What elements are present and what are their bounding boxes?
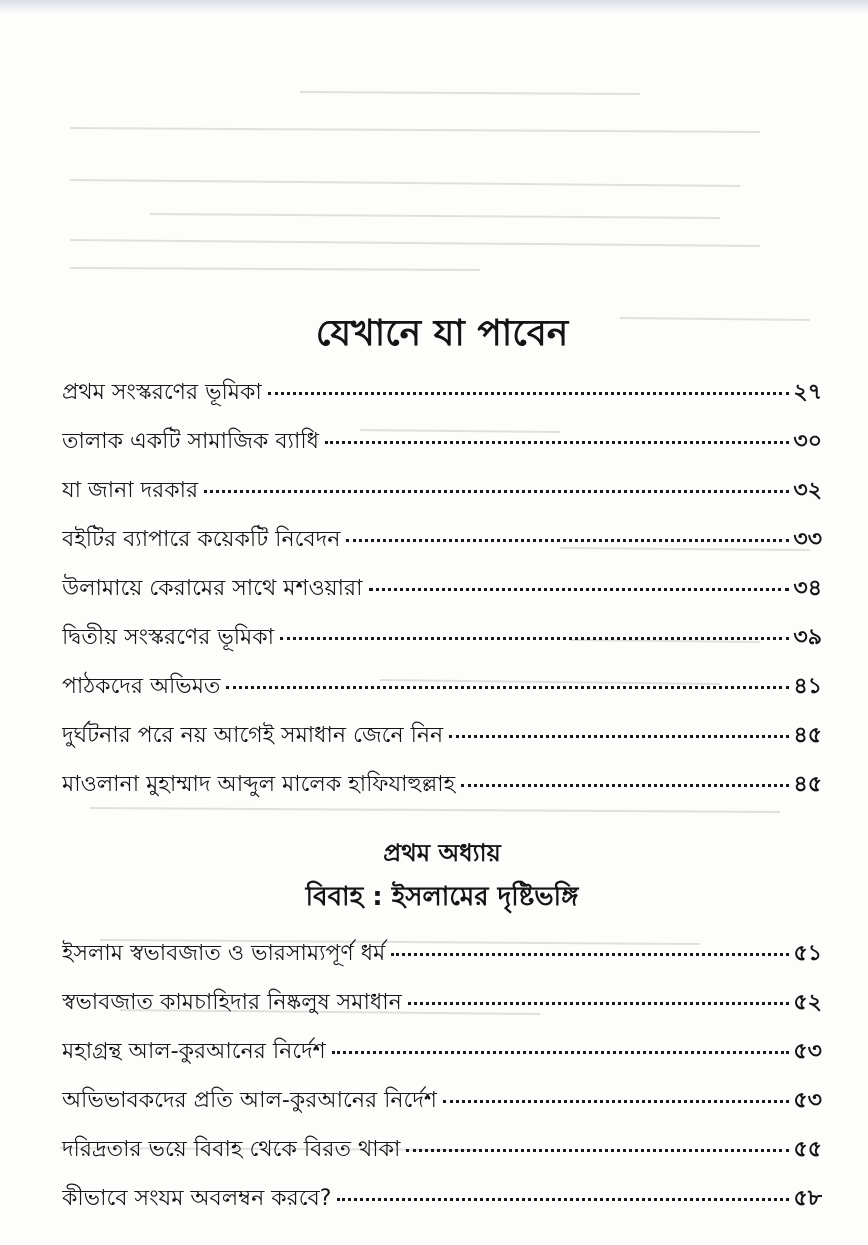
toc-entry-page: ৩৪ bbox=[793, 576, 822, 601]
toc-page bbox=[62, 300, 822, 1223]
toc-entry[interactable] bbox=[62, 711, 822, 760]
toc-entry-title: ইসলাম স্বভাবজাত ও ভারসাম্যপূর্ণ ধর্ম bbox=[62, 941, 386, 966]
toc-entry-page: ২৭ bbox=[793, 380, 822, 405]
dot-leader bbox=[346, 539, 789, 542]
dot-leader bbox=[337, 1198, 789, 1201]
toc-entry-page: ৫৫ bbox=[793, 1137, 822, 1162]
toc-entry-page: ৫১ bbox=[793, 941, 822, 966]
toc-entry-title: দুর্ঘটনার পরে নয় আগেই সমাধান জেনে নিন bbox=[62, 723, 444, 748]
dot-leader bbox=[204, 490, 789, 493]
toc-entry[interactable] bbox=[62, 760, 822, 809]
dot-leader bbox=[369, 588, 790, 591]
toc-entry-title: দ্বিতীয় সংস্করণের ভূমিকা bbox=[62, 625, 274, 650]
toc-entry-page: ৩২ bbox=[793, 478, 822, 503]
dot-leader bbox=[332, 1051, 790, 1054]
toc-entry-title: যা জানা দরকার bbox=[62, 478, 199, 503]
toc-entry-page: ৪৫ bbox=[793, 723, 822, 748]
toc-entry-title: তালাক একটি সামাজিক ব্যাধি bbox=[62, 429, 319, 454]
dot-leader bbox=[408, 1002, 790, 1005]
toc-entry-page: ৪১ bbox=[793, 674, 822, 699]
toc-entry-page: ৪৫ bbox=[793, 772, 822, 797]
chapter-title: বিবাহ : ইসলামের দৃষ্টিভঙ্গি bbox=[305, 882, 579, 912]
toc-list bbox=[62, 368, 822, 809]
toc-entry[interactable] bbox=[62, 1174, 822, 1223]
toc-entry[interactable] bbox=[62, 978, 822, 1027]
toc-entry[interactable] bbox=[62, 368, 822, 417]
toc-entry[interactable] bbox=[62, 417, 822, 466]
scan-top-shadow bbox=[0, 0, 868, 14]
toc-entry-title: দরিদ্রতার ভয়ে বিবাহ থেকে বিরত থাকা bbox=[62, 1137, 401, 1162]
chapter-header bbox=[62, 831, 822, 919]
toc-entry[interactable] bbox=[62, 1125, 822, 1174]
toc-entry[interactable] bbox=[62, 466, 822, 515]
toc-entry-page: ৩৩ bbox=[793, 527, 822, 552]
toc-entry[interactable] bbox=[62, 1027, 822, 1076]
dot-leader bbox=[226, 686, 789, 689]
toc-entry-title: মাওলানা মুহাম্মাদ আব্দুল মালেক হাফিযাহুল্লাহ bbox=[62, 772, 456, 797]
dot-leader bbox=[461, 784, 789, 787]
toc-entry-page: ৫২ bbox=[793, 990, 822, 1015]
toc-entry-title: প্রথম সংস্করণের ভূমিকা bbox=[62, 380, 262, 405]
dot-leader bbox=[443, 1100, 789, 1103]
toc-entry-title: অভিভাবকদের প্রতি আল-কুরআনের নির্দেশ bbox=[62, 1088, 437, 1113]
toc-heading: যেখানে যা পাবেন bbox=[315, 313, 569, 354]
toc-entry-page: ৫৩ bbox=[793, 1088, 822, 1113]
toc-entry-page: ৫৩ bbox=[793, 1039, 822, 1064]
toc-entry-title: স্বভাবজাত কামচাহিদার নিষ্কলুষ সমাধান bbox=[62, 990, 402, 1015]
toc-entry-title: বইটির ব্যাপারে কয়েকটি নিবেদন bbox=[62, 527, 341, 552]
dot-leader bbox=[325, 441, 789, 444]
chapter-toc-list bbox=[62, 929, 822, 1223]
dot-leader bbox=[268, 392, 790, 395]
toc-entry-title: উলামায়ে কেরামের সাথে মশওয়ারা bbox=[62, 576, 363, 601]
toc-entry[interactable] bbox=[62, 515, 822, 564]
dot-leader bbox=[391, 953, 789, 956]
toc-entry-page: ৫৮ bbox=[793, 1186, 822, 1211]
toc-entry-page: ৩০ bbox=[793, 429, 822, 454]
toc-entry-title: কীভাবে সংযম অবলম্বন করবে? bbox=[62, 1186, 332, 1211]
dot-leader bbox=[449, 735, 789, 738]
toc-entry[interactable] bbox=[62, 662, 822, 711]
toc-entry[interactable] bbox=[62, 564, 822, 613]
toc-entry[interactable] bbox=[62, 929, 822, 978]
dot-leader bbox=[406, 1149, 789, 1152]
chapter-label: প্রথম অধ্যায় bbox=[383, 839, 501, 867]
toc-entry-title: মহাগ্রন্থ আল-কুরআনের নির্দেশ bbox=[62, 1039, 326, 1064]
toc-entry-title: পাঠকদের অভিমত bbox=[62, 674, 221, 699]
toc-entry[interactable] bbox=[62, 1076, 822, 1125]
dot-leader bbox=[280, 637, 789, 640]
toc-entry-page: ৩৯ bbox=[793, 625, 822, 650]
toc-entry[interactable] bbox=[62, 613, 822, 662]
